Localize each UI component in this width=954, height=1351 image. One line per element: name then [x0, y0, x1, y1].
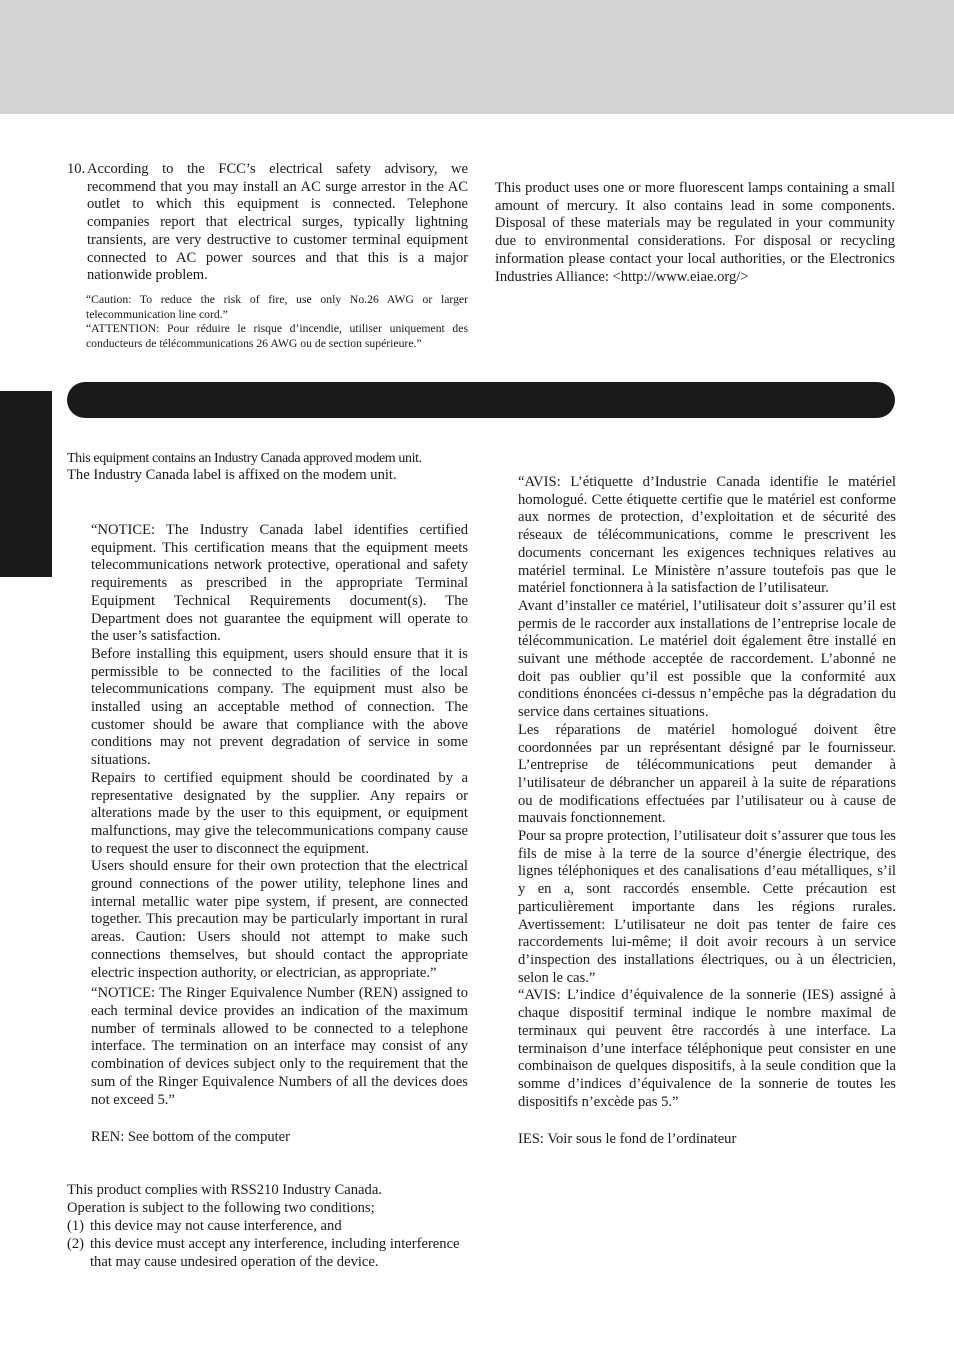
avis-fr-paragraph: Avant d’installer ce matériel, l’utilisateur doit s’assurer qu’il est permis de le raccorder aux installations de l’entreprise locale de télécommunication. Le matériel doit également être installé en suivant une méthode acceptée de raccordement. L’abonné ne doit pas oublier qu’il est possible que la conformité aux conditions énoncées ci-dessus n’empêche pas la dégradation du service dans certaines situations.: [518, 597, 896, 721]
notice-en-paragraph: “NOTICE: The Industry Canada label identifies certified equipment. This certification means that the equipment meets telecommunications network protective, operational and safety requirements as prescribed in the appropriate Terminal Equipment Technical Requirements document(s). The Department does not guarantee the equipment will operate to the user’s satisfaction.: [91, 522, 468, 645]
notice-en-paragraph: Before installing this equipment, users should ensure that it is permissible to be connected to the facilities of the local telecommunications company. The equipment must also be installed using an acceptable method of connection. The customer should be aware that compliance with the above conditions may not prevent degradation of service in some situations.: [91, 645, 468, 769]
ies-note: IES: Voir sous le fond de l’ordinateur: [518, 1131, 737, 1147]
condition-1-number: (1): [67, 1218, 85, 1234]
side-tab: [0, 391, 52, 577]
canada-intro-line1: This equipment contains an Industry Canada approved modem unit.: [67, 451, 422, 466]
caution-english: “Caution: To reduce the risk of fire, use only No.26 AWG or larger telecommunication line cord.”: [86, 293, 468, 321]
item-number: 10.: [67, 161, 86, 177]
avis-fr-paragraph: “AVIS: L’indice d’équivalence de la sonnerie (IES) assigné à chaque dispositif terminal indique le nombre maximal de terminaux qui peuvent être raccordés à une interface. La terminaison d’une interface téléphonique peut consister en une combinaison de quelques dispositifs, à la seule condition que la somme d’indices d’équivalence de la sonnerie de toutes les dispositifs n’excède pas 5.”: [518, 987, 896, 1110]
rss-line1: This product complies with RSS210 Industry Canada.: [67, 1182, 382, 1198]
notice-en-paragraph: “NOTICE: The Ringer Equivalence Number (REN) assigned to each terminal device provides an indication of the maximum number of terminals allowed to be connected to a telephone interface. The termination on an interface may consist of any combination of devices subject only to the requirement that the sum of the Ringer Equivalence Numbers of all the devices does not exceed 5.”: [91, 985, 468, 1108]
mercury-notice: This product uses one or more fluorescent lamps containing a small amount of mercury. It also contains lead in some components. Disposal of these materials may be regulated in your community due to environmental considerations. For disposal or recycling information please contact your local authorities, or the Electronics Industries Alliance: <http://www.eiae.org/>: [495, 180, 895, 285]
rss-line2: Operation is subject to the following two conditions;: [67, 1200, 375, 1216]
ren-note: REN: See bottom of the computer: [91, 1129, 291, 1145]
header-band: [0, 0, 954, 114]
caution-french: “ATTENTION: Pour réduire le risque d’incendie, utiliser uniquement des conducteurs de télécommunications 26 AWG ou de section supérieure.”: [86, 322, 468, 350]
notice-en-paragraph: Repairs to certified equipment should be coordinated by a representative designated by the supplier. Any repairs or alterations made by the user to this equipment, or equipment malfunctions, may give the telecommunications company cause to request the user to disconnect the equipment.: [91, 769, 468, 857]
item-10-text: According to the FCC’s electrical safety advisory, we recommend that you may install an AC surge arrestor in the AC outlet to which this equipment is connected. Telephone companies report that electrical surges, typically lightning transients, are very destructive to customer terminal equipment connected to AC power sources and that this is a major nationwide problem.: [87, 161, 468, 284]
section-heading-bar: [67, 382, 895, 418]
avis-fr-paragraph: “AVIS: L’étiquette d’Industrie Canada identifie le matériel homologué. Cette étiquette certifie que le matériel est conforme aux normes de protection, d’exploitation et de sécurité des réseaux de télécommunications, comme le prescrivent les documents concernant les exigences techniques relatives au matériel terminal. Le Ministère n’assure toutefois pas que le matériel fonctionnera à la satisfaction de l’utilisateur.: [518, 474, 896, 597]
avis-fr-paragraph: Les réparations de matériel homologué doivent être coordonnées par un représentant désigné par le fournisseur. L’entreprise de télécommunications peut demander à l’utilisateur de débrancher un appareil à la suite de réparations ou de modifications effectuées par l’utilisateur ou à cause de mauvais fonctionnement.: [518, 721, 896, 827]
avis-fr-paragraph: Pour sa propre protection, l’utilisateur doit s’assurer que tous les fils de mise à la terre de la source d’énergie électrique, des lignes téléphoniques et des canalisations d’eau métalliques, s’il y en a, sont raccordés ensemble. Cette précaution est particulièrement importante dans les régions rurales. Avertissement: L’utilisateur ne doit pas tenter de faire ces raccordements lui-même; il doit avoir recours à un service d’inspection des installations électriques, ou à un électricien, selon le cas.”: [518, 828, 896, 986]
condition-1-text: this device may not cause interference, and: [90, 1218, 342, 1234]
condition-2-text: this device must accept any interference, including interference that may cause undesired operation of the device.: [90, 1236, 460, 1270]
avis-french: [518, 474, 896, 1111]
canada-intro-line2: The Industry Canada label is affixed on the modem unit.: [67, 467, 397, 483]
notice-en-paragraph: Users should ensure for their own protection that the electrical ground connections of the power utility, telephone lines and internal metallic water pipe system, if present, are connected together. This precaution may be particularly important in rural areas. Caution: Users should not attempt to make such connections themselves, but should contact the appropriate electric inspection authority, or electrician, as appropriate.”: [91, 858, 468, 981]
notice-english: [91, 522, 468, 1109]
condition-2-number: (2): [67, 1236, 85, 1252]
